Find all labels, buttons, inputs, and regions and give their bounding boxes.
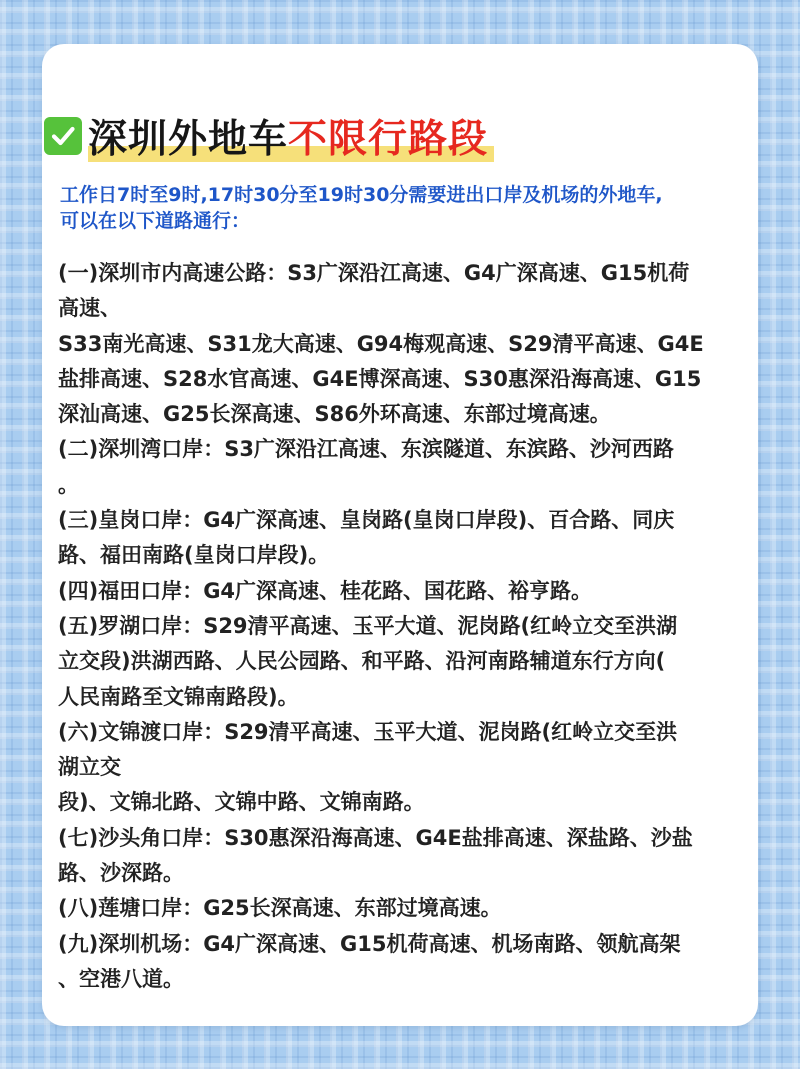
road-list-line: (六)文锦渡口岸：S29清平高速、玉平大道、泥岗路(红岭立交至洪 (58, 719, 678, 744)
road-list-line: (七)沙头角口岸：S30惠深沿海高速、G4E盐排高速、深盐路、沙盐 (58, 825, 693, 850)
road-list-line: 路、福田南路(皇岗口岸段)。 (58, 543, 330, 568)
road-list (58, 256, 758, 997)
intro-text (60, 182, 760, 234)
intro-line: 可以在以下道路通行： (60, 210, 251, 232)
check-mark-icon (44, 117, 82, 155)
title-black-text: 深圳外地车 (88, 117, 289, 162)
road-list-line: 湖立交 (58, 755, 121, 780)
title-row (44, 110, 488, 162)
road-list-line: 高速、 (58, 296, 121, 321)
road-list-line: (一)深圳市内高速公路：S3广深沿江高速、G4广深高速、G15机荷 (58, 261, 690, 285)
title-red-text: 不限行路段 (288, 117, 489, 162)
page-title (88, 108, 488, 164)
road-list-line: 路、沙深路。 (58, 861, 184, 886)
road-list-line: 、空港八道。 (58, 966, 184, 991)
road-list-line: (八)莲塘口岸：G25长深高速、东部过境高速。 (58, 896, 502, 921)
road-list-line: S33南光高速、S31龙大高速、G94梅观高速、S29清平高速、G4E (58, 331, 704, 356)
road-list-line: (五)罗湖口岸：S29清平高速、玉平大道、泥岗路(红岭立交至洪湖 (58, 613, 678, 638)
road-list-line: 盐排高速、S28水官高速、G4E博深高速、S30惠深沿海高速、G15 (58, 366, 702, 391)
road-list-line: 立交段)洪湖西路、人民公园路、和平路、沿河南路辅道东行方向( (58, 649, 666, 674)
road-list-line: (二)深圳湾口岸：S3广深沿江高速、东滨隧道、东滨路、沙河西路 (58, 437, 674, 462)
road-list-line: 人民南路至文锦南路段)。 (58, 684, 299, 709)
intro-line: 工作日7时至9时,17时30分至19时30分需要进出口岸及机场的外地车, (60, 184, 663, 206)
road-list-line: 段)、文锦北路、文锦中路、文锦南路。 (58, 790, 425, 815)
road-list-line: (九)深圳机场：G4广深高速、G15机荷高速、机场南路、领航高架 (58, 931, 681, 956)
road-list-line: 深汕高速、G25长深高速、S86外环高速、东部过境高速。 (58, 402, 611, 427)
road-list-line: (三)皇岗口岸：G4广深高速、皇岗路(皇岗口岸段)、百合路、同庆 (58, 508, 675, 533)
road-list-line: (四)福田口岸：G4广深高速、桂花路、国花路、裕亨路。 (58, 578, 593, 603)
road-list-line: 。 (58, 472, 79, 497)
